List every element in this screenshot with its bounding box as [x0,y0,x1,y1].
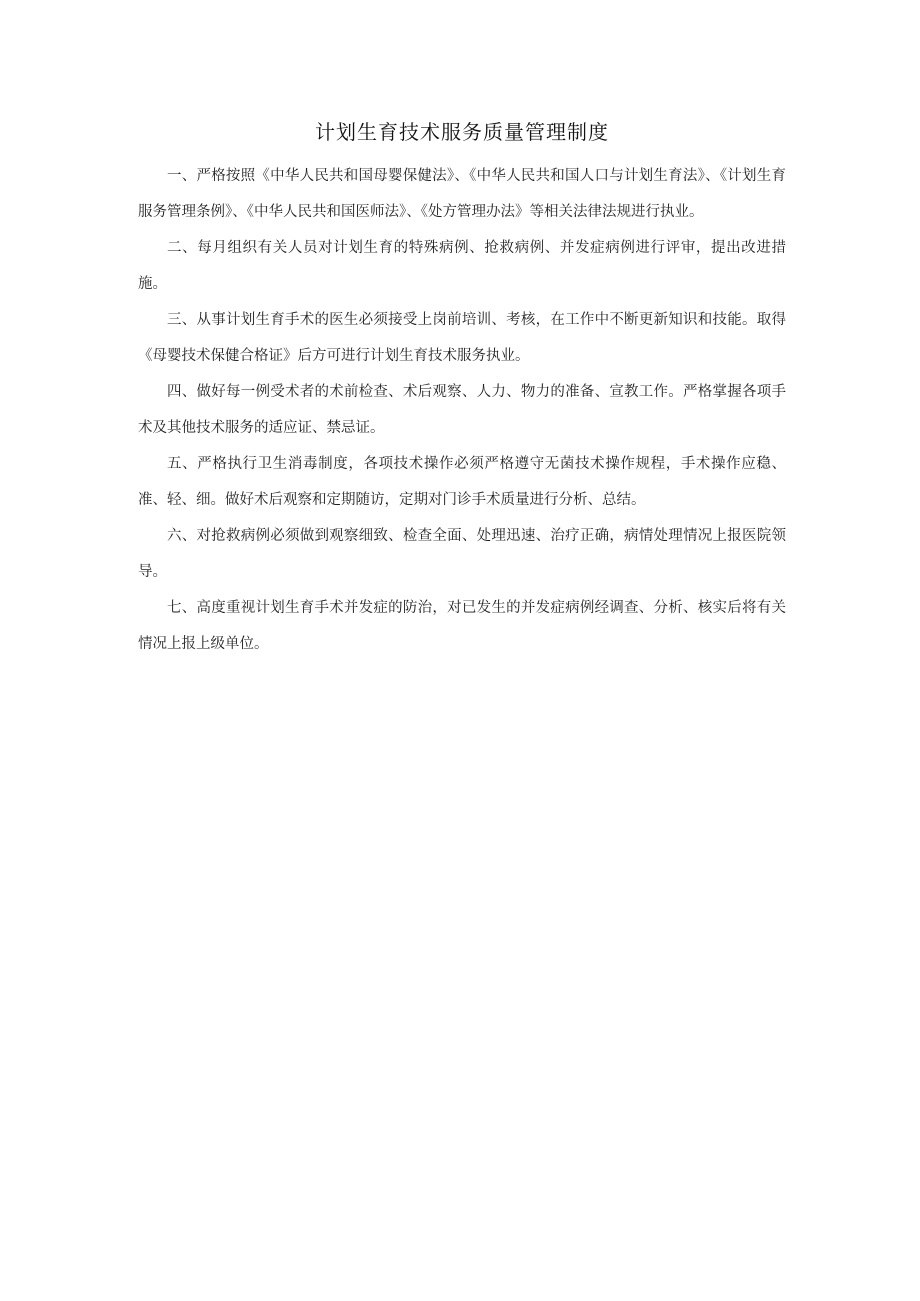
document-page [138,112,786,662]
clause-5: 五、严格执行卫生消毒制度，各项技术操作必须严格遵守无菌技术操作规程，手术操作应稳、准、轻、细。做好术后观察和定期随访，定期对门诊手术质量进行分析、总结。 [138,456,786,508]
document-title: 计划生育技术服务质量管理制度 [315,120,609,144]
clause-7: 七、高度重视计划生育手术并发症的防治，对已发生的并发症病例经调查、分析、核实后将有关情况上报上级单位。 [138,600,786,652]
clause-2: 二、每月组织有关人员对计划生育的特殊病例、抢救病例、并发症病例进行评审，提出改进措施。 [138,240,786,292]
clause-4: 四、做好每一例受术者的术前检查、术后观察、人力、物力的准备、宣教工作。严格掌握各项手术及其他技术服务的适应证、禁忌证。 [138,384,786,436]
clause-1: 一、严格按照《中华人民共和国母婴保健法》、《中华人民共和国人口与计划生育法》、《计划生育服务管理条例》、《中华人民共和国医师法》、《处方管理办法》等相关法律法规进行执业。 [138,168,786,220]
clause-3: 三、从事计划生育手术的医生必须接受上岗前培训、考核，在工作中不断更新知识和技能。取得《母婴技术保健合格证》后方可进行计划生育技术服务执业。 [138,312,786,364]
clause-6: 六、对抢救病例必须做到观察细致、检查全面、处理迅速、治疗正确，病情处理情况上报医院领导。 [138,528,786,580]
